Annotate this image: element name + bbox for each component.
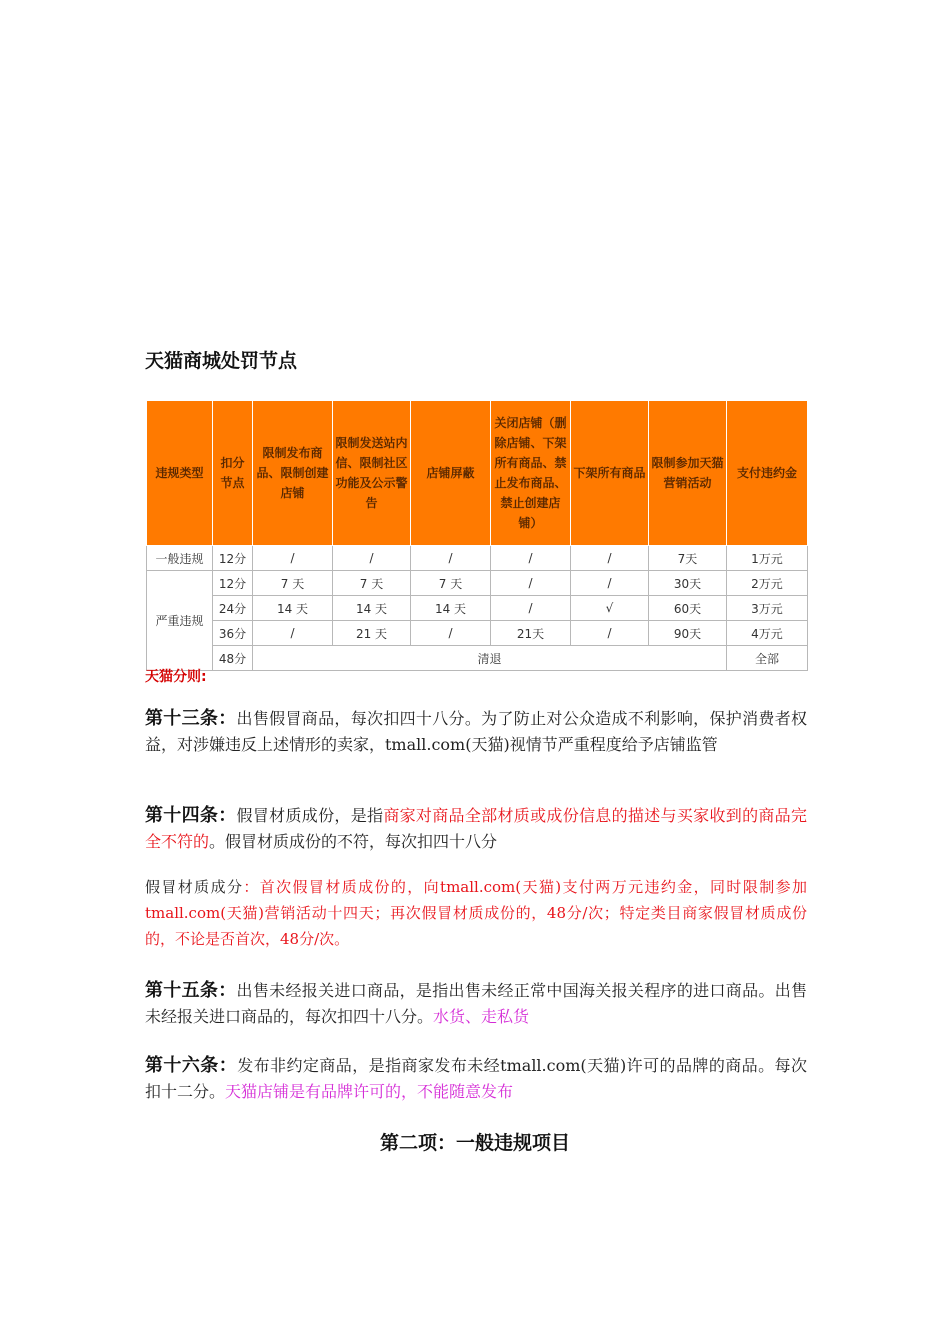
table-cell: 14 天: [411, 596, 491, 621]
header-cell: 限制参加天猫营销活动: [649, 401, 727, 546]
table-row: [147, 596, 808, 621]
table-cell: /: [253, 546, 333, 571]
table-cell: 7 天: [411, 571, 491, 596]
table-cell: /: [571, 621, 649, 646]
table-cell: 2万元: [727, 571, 808, 596]
table-cell: 60天: [649, 596, 727, 621]
table-cell: 90天: [649, 621, 727, 646]
table-cell: 21天: [491, 621, 571, 646]
note-highlight: ：首次假冒材质成份的，向tmall.com(天猫)支付两万元违约金，同时限制参加tmall.com(天猫)营销活动十四天；再次假冒材质成份的，48分/次；特定类目商家假冒材质成份的，不论是否首次，48分/次。: [145, 878, 807, 948]
table-cell: 1万元: [727, 546, 808, 571]
table-row: [147, 571, 808, 596]
header-cell: 支付违约金: [727, 401, 808, 546]
article-14: [145, 803, 807, 855]
table-row: [147, 621, 808, 646]
article-number: 第十六条：: [145, 1055, 238, 1076]
article-13: [145, 706, 807, 758]
header-cell: 限制发送站内信、限制社区功能及公示警告: [333, 401, 411, 546]
article-note: 天猫店铺是有品牌许可的，不能随意发布: [225, 1082, 514, 1101]
article-text: 。假冒材质成份的不符，每次扣四十八分: [209, 832, 498, 851]
table-cell: 36分: [213, 621, 253, 646]
article-text: 假冒材质成份，是指: [236, 806, 384, 825]
header-cell: 违规类型: [147, 401, 213, 546]
header-cell: 限制发布商品、限制创建店铺: [253, 401, 333, 546]
table-cell: 4万元: [727, 621, 808, 646]
table-cell: 7 天: [333, 571, 411, 596]
table-cell: 30天: [649, 571, 727, 596]
table-cell: /: [253, 621, 333, 646]
table-cell: /: [571, 571, 649, 596]
table-cell: 21 天: [333, 621, 411, 646]
header-cell: 关闭店铺（删除店铺、下架所有商品、禁止发布商品、禁止创建店铺）: [491, 401, 571, 546]
article-15: [145, 978, 807, 1030]
header-cell: 下架所有商品: [571, 401, 649, 546]
header-cell: 店铺屏蔽: [411, 401, 491, 546]
table-cell: √: [571, 596, 649, 621]
penalty-table: [146, 400, 808, 671]
article-text: 发布非约定商品，是指商家发布未经tmall.com(天猫)许可的品牌的商品。每次扣十二分。: [145, 1056, 807, 1101]
article-text: 出售未经报关进口商品，是指出售未经正常中国海关报关程序的进口商品。出售未经报关进口商品的，每次扣四十八分。: [145, 981, 807, 1026]
row-label: 严重违规: [147, 571, 213, 671]
article-number: 第十四条：: [145, 805, 237, 826]
table-cell: 14 天: [333, 596, 411, 621]
table-cell: /: [411, 621, 491, 646]
article-number: 第十五条：: [145, 980, 237, 1001]
table-cell: 7 天: [253, 571, 333, 596]
section-title: 第二项：一般违规项目: [379, 1132, 570, 1154]
table-row: [147, 546, 808, 571]
obscured-subheading: 天猫分则:: [145, 669, 207, 685]
article-text: 出售假冒商品，每次扣四十八分。为了防止对公众造成不利影响，保护消费者权益，对涉嫌违反上述情形的卖家，tmall.com(天猫)视情节严重程度给予店铺监管: [145, 709, 807, 754]
article-16: [145, 1053, 807, 1105]
article-number: 第十三条：: [145, 708, 237, 729]
section-heading: 天猫商城处罚节点: [145, 350, 298, 372]
table-cell: /: [491, 571, 571, 596]
header-cell: 扣分节点: [213, 401, 253, 546]
table-cell: /: [491, 596, 571, 621]
table-cell: 全部: [727, 646, 808, 671]
table-cell: 12分: [213, 546, 253, 571]
table-cell: /: [333, 546, 411, 571]
article-14-note: [145, 874, 807, 952]
table-cell: 14 天: [253, 596, 333, 621]
table-cell: 7天: [649, 546, 727, 571]
table-row: [147, 646, 808, 671]
table-cell: 24分: [213, 596, 253, 621]
table-cell-merged: 清退: [253, 646, 727, 671]
article-note: 水货、走私货: [433, 1007, 530, 1026]
table-header-row: [147, 401, 808, 546]
table-cell: /: [411, 546, 491, 571]
table-cell: 12分: [213, 571, 253, 596]
table-cell: /: [571, 546, 649, 571]
article-highlight: 商家对商品全部材质或成份信息的描述与买家收到的商品完全不符的: [145, 806, 807, 851]
note-lead: 假冒材质成分: [145, 878, 244, 896]
table-cell: /: [491, 546, 571, 571]
table-cell: 48分: [213, 646, 253, 671]
table-cell: 3万元: [727, 596, 808, 621]
row-label: 一般违规: [147, 546, 213, 571]
